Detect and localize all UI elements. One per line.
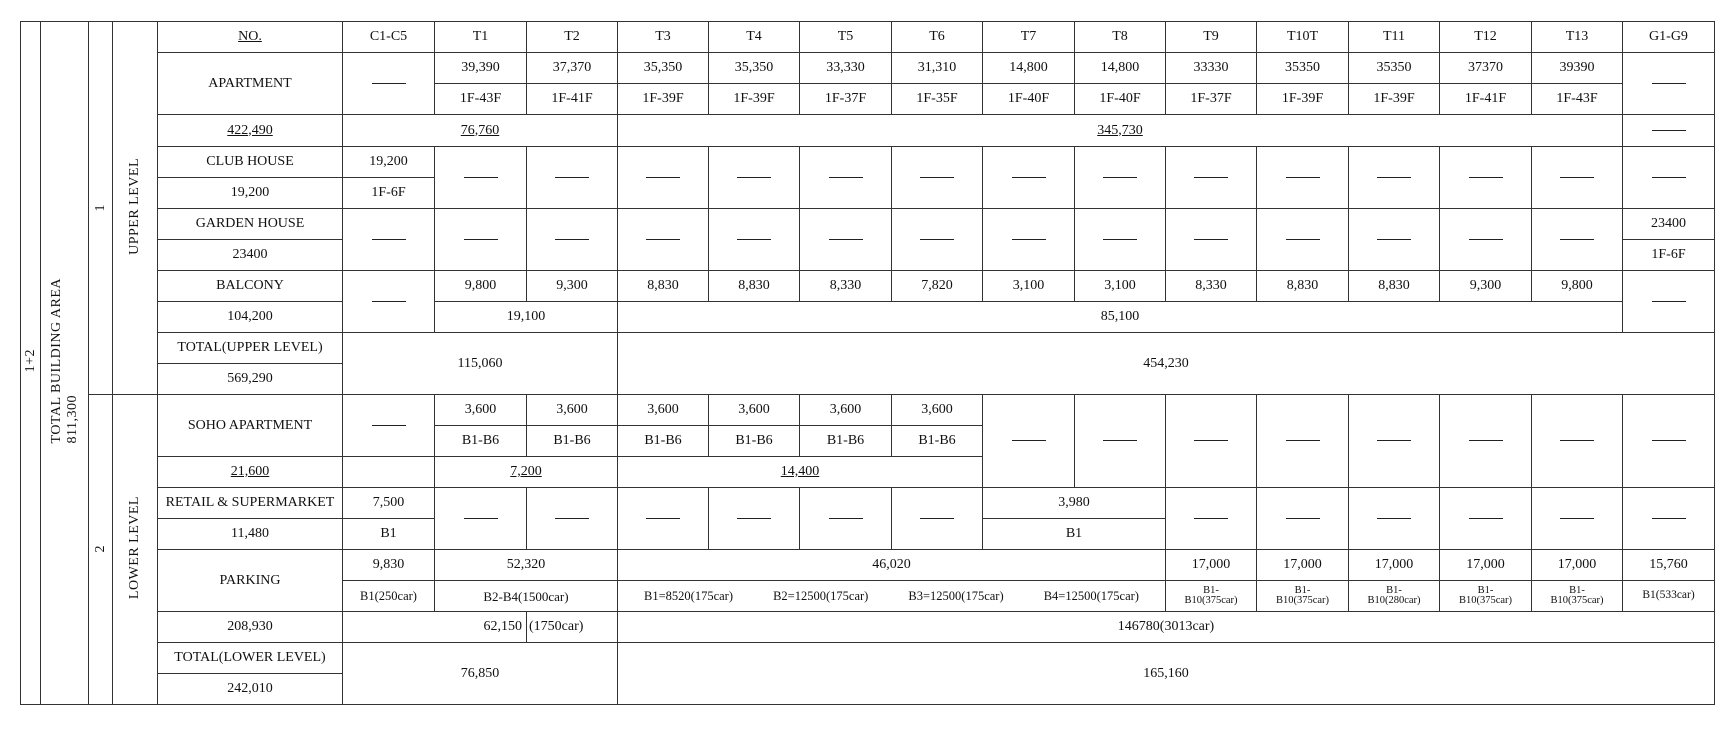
parking-t-note: B1- B10(375car) xyxy=(1440,581,1532,612)
header-cell: T12 xyxy=(1440,22,1532,53)
level-1-index: 1 xyxy=(89,22,113,395)
soho-floors: B1-B6 xyxy=(618,426,709,457)
apartment-floors: 1F-40F xyxy=(1075,84,1166,115)
empty-dash xyxy=(435,147,527,209)
parking-label: PARKING xyxy=(158,550,343,612)
apartment-floors: 1F-35F xyxy=(892,84,983,115)
empty-dash xyxy=(892,209,983,271)
empty-dash xyxy=(1349,147,1440,209)
empty-dash xyxy=(1623,488,1715,550)
soho-floors: B1-B6 xyxy=(800,426,892,457)
parking-sum1-note: (1750car) xyxy=(527,612,618,643)
empty-dash xyxy=(527,147,618,209)
parking-t38-area: 46,020 xyxy=(618,550,1166,581)
apartment-area: 33,330 xyxy=(800,53,892,84)
total-upper-row xyxy=(21,333,1715,364)
parking-t-area: 17,000 xyxy=(1349,550,1440,581)
apartment-floors: 1F-41F xyxy=(1440,84,1532,115)
soho-area: 3,600 xyxy=(435,395,527,426)
balcony-subtotal-t1t2: 19,100 xyxy=(435,302,618,333)
soho-subtotal-t1t2: 7,200 xyxy=(435,457,618,488)
empty-dash xyxy=(435,488,527,550)
empty-dash xyxy=(343,395,435,457)
retail-total: 11,480 xyxy=(158,519,343,550)
empty-dash xyxy=(1440,395,1532,488)
retail-c-area: 7,500 xyxy=(343,488,435,519)
empty-dash xyxy=(983,395,1075,488)
empty-dash xyxy=(1532,147,1623,209)
club-house-area: 19,200 xyxy=(343,147,435,178)
empty-dash xyxy=(435,209,527,271)
soho-total: 21,600 xyxy=(158,457,343,488)
total-lower-label: TOTAL(LOWER LEVEL) xyxy=(158,643,343,674)
total-upper-sub1: 115,060 xyxy=(343,333,618,395)
parking-subtotal-row xyxy=(21,612,1715,643)
level-2-index: 2 xyxy=(89,395,113,705)
apartment-area: 14,800 xyxy=(983,53,1075,84)
empty-dash xyxy=(1257,488,1349,550)
total-lower-row xyxy=(21,643,1715,674)
empty-dash xyxy=(1166,488,1257,550)
empty-dash xyxy=(1440,488,1532,550)
apartment-area-row xyxy=(21,53,1715,84)
club-house-row xyxy=(21,147,1715,178)
apartment-floors: 1F-39F xyxy=(709,84,800,115)
balcony-area: 3,100 xyxy=(983,271,1075,302)
apartment-subtotal-row xyxy=(21,115,1715,147)
empty-dash xyxy=(709,147,800,209)
balcony-area: 8,830 xyxy=(1257,271,1349,302)
apartment-floors: 1F-43F xyxy=(1532,84,1623,115)
empty-dash xyxy=(1623,271,1715,333)
parking-t-area: 17,000 xyxy=(1440,550,1532,581)
parking-c-note: B1(250car) xyxy=(343,581,435,612)
header-cell: T11 xyxy=(1349,22,1440,53)
header-cell: T7 xyxy=(983,22,1075,53)
parking-c-area: 9,830 xyxy=(343,550,435,581)
header-cell: T10T xyxy=(1257,22,1349,53)
empty-dash xyxy=(1440,147,1532,209)
parking-t-area: 17,000 xyxy=(1257,550,1349,581)
header-cell: T13 xyxy=(1532,22,1623,53)
parking-t38-note: B2=12500(175car) xyxy=(773,588,869,603)
empty-dash xyxy=(983,147,1075,209)
soho-area-row xyxy=(21,395,1715,426)
soho-area: 3,600 xyxy=(709,395,800,426)
garden-house-floors: 1F-6F xyxy=(1623,240,1715,271)
soho-blank xyxy=(343,457,435,488)
total-lower-sub1: 76,850 xyxy=(343,643,618,705)
balcony-total: 104,200 xyxy=(158,302,343,333)
apartment-floors: 1F-37F xyxy=(800,84,892,115)
retail-row xyxy=(21,488,1715,519)
empty-dash xyxy=(1075,395,1166,488)
apartment-area: 37370 xyxy=(1440,53,1532,84)
balcony-area: 9,800 xyxy=(1532,271,1623,302)
apartment-area: 39,390 xyxy=(435,53,527,84)
total-upper-label: TOTAL(UPPER LEVEL) xyxy=(158,333,343,364)
parking-t38-note: B3=12500(175car) xyxy=(908,588,1004,603)
retail-label: RETAIL & SUPERMARKET xyxy=(158,488,343,519)
empty-dash xyxy=(892,488,983,550)
header-cell: C1-C5 xyxy=(343,22,435,53)
apartment-area: 37,370 xyxy=(527,53,618,84)
balcony-subtotal-t3t13: 85,100 xyxy=(618,302,1623,333)
empty-dash xyxy=(1623,115,1715,147)
apartment-area: 14,800 xyxy=(1075,53,1166,84)
soho-floors: B1-B6 xyxy=(435,426,527,457)
empty-dash xyxy=(1532,209,1623,271)
balcony-area: 8,830 xyxy=(1349,271,1440,302)
total-building-area: TOTAL BUILDING AREA811,300 xyxy=(41,22,89,705)
balcony-area: 8,830 xyxy=(618,271,709,302)
parking-t-note: B1- B10(280car) xyxy=(1349,581,1440,612)
empty-dash xyxy=(1623,147,1715,209)
parking-t-note: B1- B10(375car) xyxy=(1166,581,1257,612)
apartment-floors: 1F-39F xyxy=(1257,84,1349,115)
apartment-floors: 1F-39F xyxy=(1349,84,1440,115)
parking-t12-area: 52,320 xyxy=(435,550,618,581)
apartment-area: 35350 xyxy=(1349,53,1440,84)
parking-t-note: B1- B10(375car) xyxy=(1532,581,1623,612)
balcony-area: 9,300 xyxy=(527,271,618,302)
balcony-area: 9,300 xyxy=(1440,271,1532,302)
soho-floors: B1-B6 xyxy=(709,426,800,457)
apartment-area: 35,350 xyxy=(618,53,709,84)
apartment-subtotal-t3t13: 345,730 xyxy=(618,115,1623,147)
empty-dash xyxy=(1257,147,1349,209)
apartment-area: 33330 xyxy=(1166,53,1257,84)
empty-dash xyxy=(800,209,892,271)
empty-dash xyxy=(1166,395,1257,488)
balcony-row xyxy=(21,271,1715,302)
club-house-label: CLUB HOUSE xyxy=(158,147,343,178)
empty-dash xyxy=(343,271,435,333)
empty-dash xyxy=(1623,53,1715,115)
empty-dash xyxy=(618,209,709,271)
empty-dash xyxy=(527,488,618,550)
apartment-subtotal-t1t2: 76,760 xyxy=(343,115,618,147)
apartment-area: 35350 xyxy=(1257,53,1349,84)
grand-total-label: 1+2 xyxy=(21,22,41,705)
parking-t-note: B1- B10(375car) xyxy=(1257,581,1349,612)
empty-dash xyxy=(1257,395,1349,488)
retail-t-floor: B1 xyxy=(983,519,1166,550)
empty-dash xyxy=(709,488,800,550)
empty-dash xyxy=(1257,209,1349,271)
apartment-area: 31,310 xyxy=(892,53,983,84)
empty-dash xyxy=(1349,488,1440,550)
club-house-total: 19,200 xyxy=(158,178,343,209)
balcony-area: 3,100 xyxy=(1075,271,1166,302)
club-house-floors: 1F-6F xyxy=(343,178,435,209)
balcony-area: 8,330 xyxy=(1166,271,1257,302)
apartment-label: APARTMENT xyxy=(158,53,343,115)
header-cell: T4 xyxy=(709,22,800,53)
apartment-total: 422,490 xyxy=(158,115,343,147)
parking-sum2: 146780(3013car) xyxy=(618,612,1715,643)
header-row xyxy=(21,22,1715,53)
header-no: NO. xyxy=(158,22,343,53)
empty-dash xyxy=(892,147,983,209)
parking-g-area: 15,760 xyxy=(1623,550,1715,581)
apartment-floors: 1F-40F xyxy=(983,84,1075,115)
parking-t-area: 17,000 xyxy=(1532,550,1623,581)
parking-t12-note: B2-B4(1500car) xyxy=(435,581,618,612)
parking-t38-note: B4=12500(175car) xyxy=(1043,588,1139,603)
apartment-area: 39390 xyxy=(1532,53,1623,84)
lower-level-label: LOWER LEVEL xyxy=(113,395,158,705)
empty-dash xyxy=(618,147,709,209)
empty-dash xyxy=(1166,147,1257,209)
balcony-area: 8,330 xyxy=(800,271,892,302)
empty-dash xyxy=(800,488,892,550)
parking-g-note: B1(533car) xyxy=(1623,581,1715,612)
empty-dash xyxy=(1349,395,1440,488)
header-cell: T6 xyxy=(892,22,983,53)
header-cell: T8 xyxy=(1075,22,1166,53)
apartment-floors: 1F-43F xyxy=(435,84,527,115)
empty-dash xyxy=(343,53,435,115)
total-lower-sub2: 165,160 xyxy=(618,643,1715,705)
balcony-area: 9,800 xyxy=(435,271,527,302)
empty-dash xyxy=(1075,147,1166,209)
empty-dash xyxy=(1623,395,1715,488)
apartment-area: 35,350 xyxy=(709,53,800,84)
garden-house-row xyxy=(21,209,1715,240)
parking-t38-note: B1=8520(175car) xyxy=(644,588,734,603)
header-cell: T9 xyxy=(1166,22,1257,53)
empty-dash xyxy=(1349,209,1440,271)
empty-dash xyxy=(343,209,435,271)
upper-level-label: UPPER LEVEL xyxy=(113,22,158,395)
parking-sum1: 62,150 xyxy=(343,612,527,643)
soho-area: 3,600 xyxy=(892,395,983,426)
header-cell: T5 xyxy=(800,22,892,53)
empty-dash xyxy=(800,147,892,209)
apartment-floors: 1F-37F xyxy=(1166,84,1257,115)
soho-floors: B1-B6 xyxy=(892,426,983,457)
balcony-area: 8,830 xyxy=(709,271,800,302)
garden-house-total: 23400 xyxy=(158,240,343,271)
soho-area: 3,600 xyxy=(618,395,709,426)
soho-label: SOHO APARTMENT xyxy=(158,395,343,457)
apartment-floors: 1F-39F xyxy=(618,84,709,115)
header-cell: G1-G9 xyxy=(1623,22,1715,53)
balcony-area: 7,820 xyxy=(892,271,983,302)
retail-c-floor: B1 xyxy=(343,519,435,550)
soho-area: 3,600 xyxy=(800,395,892,426)
retail-t-area: 3,980 xyxy=(983,488,1166,519)
balcony-label: BALCONY xyxy=(158,271,343,302)
empty-dash xyxy=(1532,395,1623,488)
balcony-subtotal-row xyxy=(21,302,1715,333)
empty-dash xyxy=(1532,488,1623,550)
garden-house-label: GARDEN HOUSE xyxy=(158,209,343,240)
parking-t38-notes xyxy=(618,581,1166,612)
parking-t-area: 17,000 xyxy=(1166,550,1257,581)
building-area-table xyxy=(20,21,1715,705)
total-upper-value: 569,290 xyxy=(158,364,343,395)
header-cell: T2 xyxy=(527,22,618,53)
empty-dash xyxy=(1075,209,1166,271)
empty-dash xyxy=(527,209,618,271)
parking-total: 208,930 xyxy=(158,612,343,643)
apartment-floors: 1F-41F xyxy=(527,84,618,115)
header-cell: T3 xyxy=(618,22,709,53)
soho-floors: B1-B6 xyxy=(527,426,618,457)
empty-dash xyxy=(1440,209,1532,271)
total-upper-sub2: 454,230 xyxy=(618,333,1715,395)
header-cell: T1 xyxy=(435,22,527,53)
soho-subtotal-t3t6: 14,400 xyxy=(618,457,983,488)
empty-dash xyxy=(618,488,709,550)
soho-area: 3,600 xyxy=(527,395,618,426)
garden-house-area: 23400 xyxy=(1623,209,1715,240)
empty-dash xyxy=(983,209,1075,271)
empty-dash xyxy=(1166,209,1257,271)
empty-dash xyxy=(709,209,800,271)
total-lower-value: 242,010 xyxy=(158,674,343,705)
parking-area-row xyxy=(21,550,1715,581)
